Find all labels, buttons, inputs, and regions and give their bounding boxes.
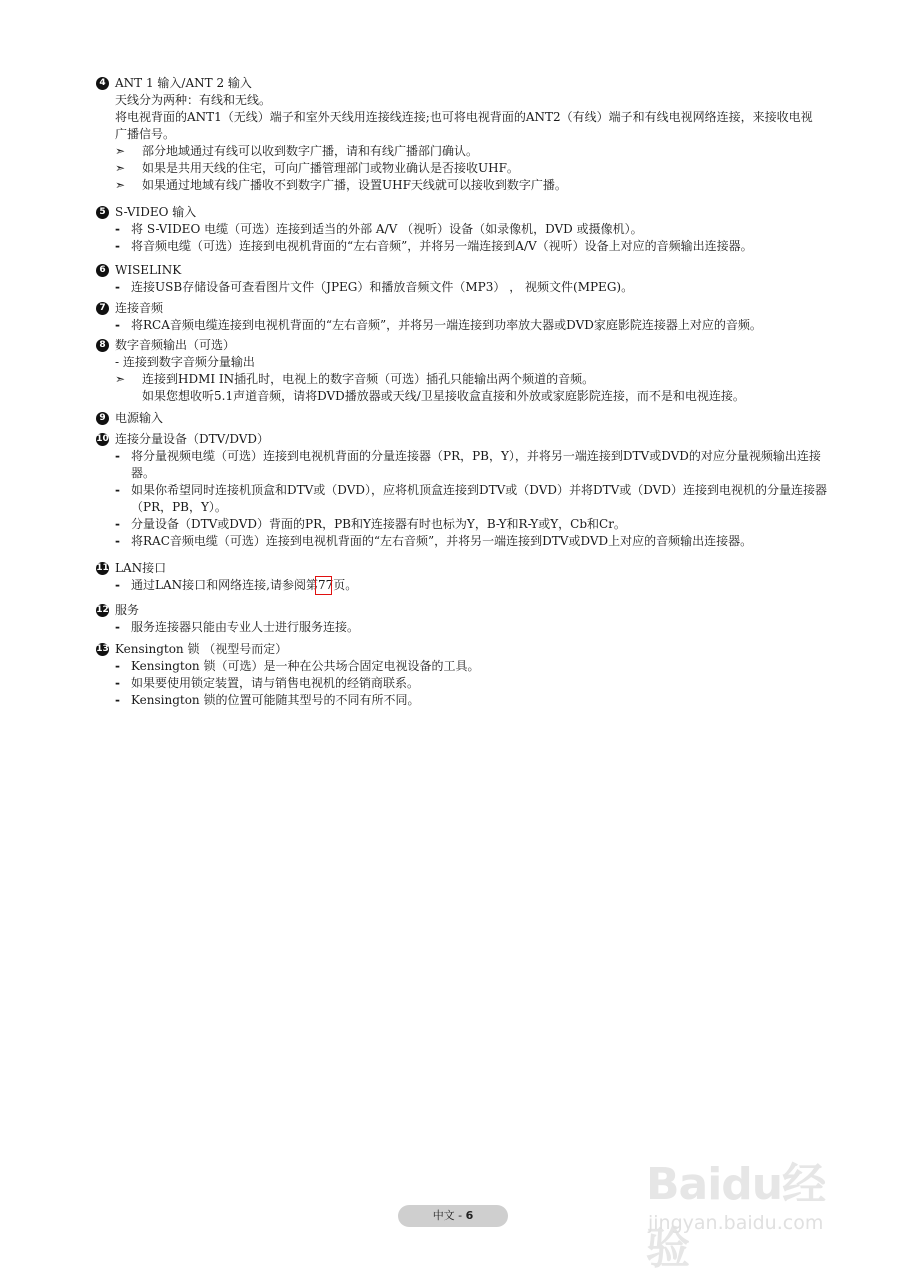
dash-bullet: - [115,620,120,634]
section-number-badge: 4 [96,77,109,90]
section-title: 数字音频输出（可选） [115,338,236,352]
bullet-item: 将分量视频电缆（可选）连接到电视机背面的分量连接器（PR，PB，Y），并将另一端连接到DTV或DVD的对应分量视频输出连接 [131,449,821,463]
bullet-continuation: 器。 [131,466,156,480]
section-title: Kensington 锁 （视型号而定） [115,642,288,656]
dash-bullet: - [115,534,120,548]
bullet-item: 通过LAN接口和网络连接,请参阅第77页。 [131,578,358,592]
section-title: 电源输入 [115,411,164,425]
dash-bullet: - [115,483,120,497]
dash-bullet: - [115,222,120,236]
footer-page-number: 6 [465,1209,474,1222]
section-title: 服务 [115,603,140,617]
bullet-item: 将音频电缆（可选）连接到电视机背面的“左右音频”，并将另一端连接到A/V（视听）设备上对应的音频输出连接器。 [131,239,753,253]
note-item: 如果通过地域有线广播收不到数字广播，设置UHF天线就可以接收到数字广播。 [142,178,567,192]
section-title: 连接音频 [115,301,164,315]
section-number-badge: 8 [96,339,109,352]
note-continuation: 如果您想收听5.1声道音频，请将DVD播放器或天线/卫星接收盒直接和外放或家庭影院连接，而不是和电视连接。 [142,389,745,403]
bullet-item: 将RCA音频电缆连接到电视机背面的“左右音频”，并将另一端连接到功率放大器或DVD家庭影院连接器上对应的音频。 [131,318,762,332]
section-number-badge: 7 [96,302,109,315]
bullet-continuation: （PR，PB，Y）。 [131,500,227,514]
dash-bullet: - [115,517,120,531]
watermark-url: jingyan.baidu.com [648,1212,824,1234]
note-item: 连接到HDMI IN插孔时，电视上的数字音频（可选）插孔只能输出两个频道的音频。 [142,372,595,386]
baidu-watermark [646,1148,856,1274]
dash-bullet: - [115,318,120,332]
section-number-badge: 12 [96,605,109,615]
bullet-item: 连接USB存储设备可查看图片文件（JPEG）和播放音频文件（MP3） ， 视频文件(MPEG)。 [131,280,634,294]
section-number-badge: 11 [96,563,109,573]
bullet-item: 将 S-VIDEO 电缆（可选）连接到适当的外部 A/V （视听）设备（如录像机，DVD 或摄像机）。 [131,222,643,236]
dash-bullet: - [115,239,120,253]
bullet-item: 将RAC音频电缆（可选）连接到电视机背面的“左右音频”，并将另一端连接到DTV或DVD上对应的音频输出连接器。 [131,534,753,548]
note-arrow-icon: ➣ [115,144,126,158]
page-footer [398,1205,508,1227]
dash-bullet: - [115,659,120,673]
footer-language: 中文 [432,1209,455,1222]
section-title: WISELINK [115,263,182,277]
dash-bullet: - [115,693,120,707]
dash-bullet: - [115,280,120,294]
body-text: - 连接到数字音频分量输出 [115,355,255,369]
section-number-badge: 5 [96,206,109,219]
dash-bullet: - [115,578,120,592]
section-title: S-VIDEO 输入 [115,205,197,219]
bullet-item: 如果你希望同时连接机顶盒和DTV或（DVD），应将机顶盒连接到DTV或（DVD）并将DTV或（DVD）连接到电视机的分量连接器 [131,483,827,497]
section-number-badge: 13 [96,644,109,654]
body-text: 广播信号。 [115,127,176,141]
section-title: LAN接口 [115,561,167,575]
note-item: 如果是共用天线的住宅，可向广播管理部门或物业确认是否接收UHF。 [142,161,519,175]
bullet-item: Kensington 锁（可选）是一种在公共场合固定电视设备的工具。 [131,659,480,673]
bullet-item: 分量设备（DTV或DVD）背面的PR，PB和Y连接器有时也标为Y，B-Y和R-Y或Y，Cb和Cr。 [131,517,626,531]
body-text: 将电视背面的ANT1（无线）端子和室外天线用连接线连接;也可将电视背面的ANT2（有线）端子和有线电视网络连接，来接收电视 [115,110,813,124]
section-number-badge: 6 [96,264,109,277]
dash-bullet: - [115,449,120,463]
section-number-badge: 9 [96,412,109,425]
page-reference-highlight [315,576,332,595]
section-title: 连接分量设备（DTV/DVD） [115,432,270,446]
bullet-item: 如果要使用锁定装置，请与销售电视机的经销商联系。 [131,676,420,690]
body-text: 天线分为两种：有线和无线。 [115,93,272,107]
note-item: 部分地域通过有线可以收到数字广播，请和有线广播部门确认。 [142,144,479,158]
note-arrow-icon: ➣ [115,161,126,175]
bullet-item: Kensington 锁的位置可能随其型号的不同有所不同。 [131,693,420,707]
section-number-badge: 10 [96,434,109,444]
footer-separator: - [454,1209,466,1222]
note-arrow-icon: ➣ [115,178,126,192]
bullet-item: 服务连接器只能由专业人士进行服务连接。 [131,620,360,634]
note-arrow-icon: ➣ [115,372,126,386]
watermark-brand: Baidu经验 [646,1159,826,1274]
section-title: ANT 1 输入/ANT 2 输入 [115,76,252,90]
dash-bullet: - [115,676,120,690]
